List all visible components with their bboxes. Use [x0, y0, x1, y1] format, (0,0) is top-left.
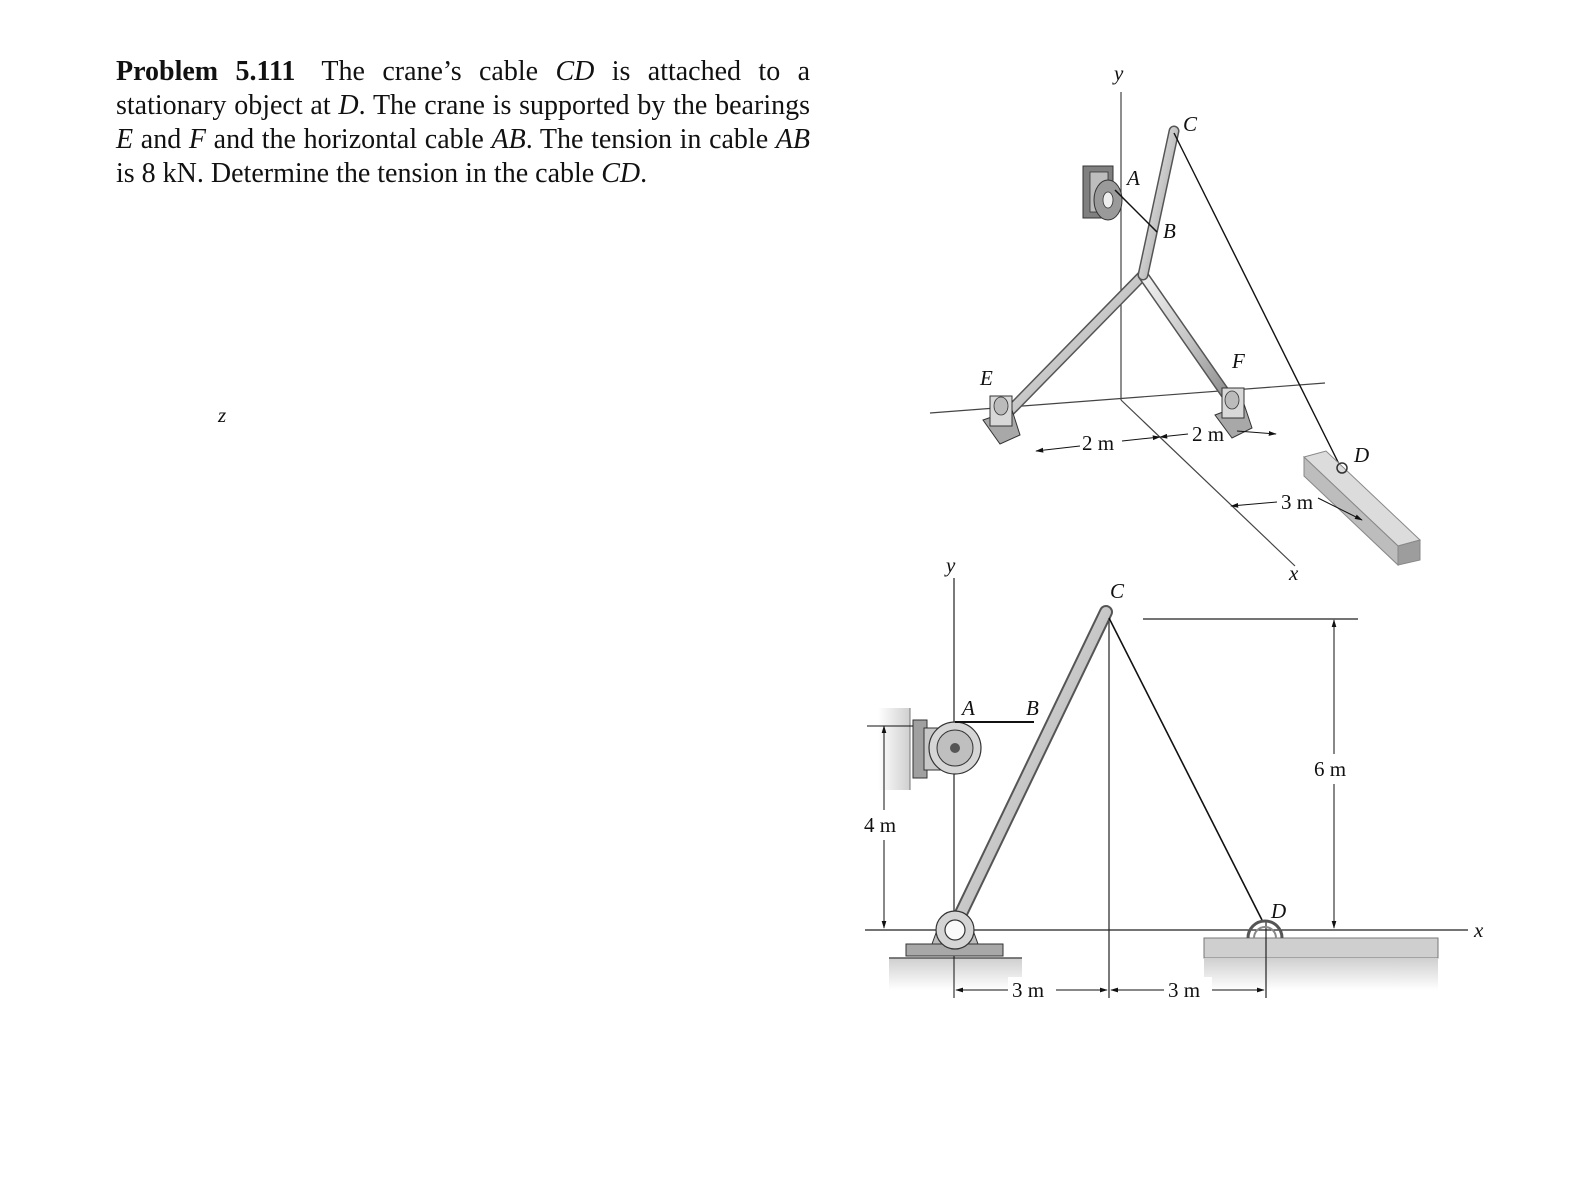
problem-text-part: The crane’s cable	[321, 56, 556, 87]
dim-label-xd: 3 m	[1281, 490, 1314, 514]
cable-cd-side	[1109, 618, 1262, 920]
problem-text-symbol: E	[116, 124, 134, 155]
axis-y-label-side: y	[946, 553, 956, 577]
wall	[878, 708, 910, 790]
point-d-label-side: D	[1271, 899, 1287, 923]
dim-line-ez2	[1122, 437, 1160, 441]
boom-side	[954, 612, 1106, 928]
axis-z-label-3d: z	[218, 403, 227, 427]
point-b-label-side: B	[1026, 696, 1039, 720]
cable-cd-3d	[1174, 133, 1342, 470]
dim-label-left3m: 3 m	[1012, 978, 1045, 1002]
problem-text-part: and	[133, 124, 189, 155]
point-c-label-side: C	[1110, 579, 1125, 603]
dim-label-4m: 4 m	[864, 813, 897, 837]
problem-text-part: is attached to a stationary object at	[116, 56, 810, 121]
axis-x-label-3d: x	[1289, 561, 1299, 585]
wall-bracket-3d	[1083, 166, 1122, 220]
dim-line-zf	[1160, 434, 1188, 437]
dim-label-ez: 2 m	[1082, 431, 1115, 455]
problem-text-part: .	[640, 158, 648, 189]
problem-text-part: . The crane is supported by the bearings	[358, 90, 810, 121]
figure-3d	[217, 61, 1420, 585]
problem-text-part: . The tension in cable	[525, 124, 776, 155]
dim-label-right3m: 3 m	[1168, 978, 1201, 1002]
dim-label-zf: 2 m	[1192, 422, 1225, 446]
point-d-label-3d: D	[1354, 443, 1370, 467]
problem-text-part: is 8 kN. Determine the tension in the cable	[116, 158, 602, 189]
axis-y-label-3d: y	[1114, 61, 1124, 85]
dim-line-ez	[1036, 446, 1080, 451]
axis-x-label-side: x	[1474, 918, 1484, 942]
block-d-3d	[1304, 451, 1420, 565]
point-e-label-3d: E	[980, 366, 993, 390]
problem-text-part: and the horizontal cable	[205, 124, 492, 155]
figure-side	[860, 553, 1484, 1003]
point-b-label-3d: B	[1163, 219, 1176, 243]
pulley-a	[913, 720, 981, 778]
point-f-label-3d: F	[1232, 349, 1245, 373]
dim-label-6m: 6 m	[1314, 757, 1347, 781]
point-c-label-3d: C	[1183, 112, 1198, 136]
crane-3d	[1003, 131, 1230, 418]
problem-label: Problem 5.111	[116, 56, 296, 87]
problem-text-symbol: F	[188, 124, 206, 155]
problem-text-symbol: CD	[555, 56, 595, 87]
problem-text-symbol: CD	[601, 158, 641, 189]
base-support	[906, 911, 1003, 956]
point-a-label-side: A	[962, 696, 975, 720]
dim-line-xd	[1231, 502, 1277, 506]
point-a-label-3d: A	[1127, 166, 1140, 190]
ground-right	[1204, 938, 1438, 958]
problem-text-symbol: AB	[775, 124, 811, 155]
problem-text-symbol: D	[338, 90, 359, 121]
problem-text-symbol: AB	[491, 124, 526, 155]
ground-left	[889, 958, 1022, 990]
